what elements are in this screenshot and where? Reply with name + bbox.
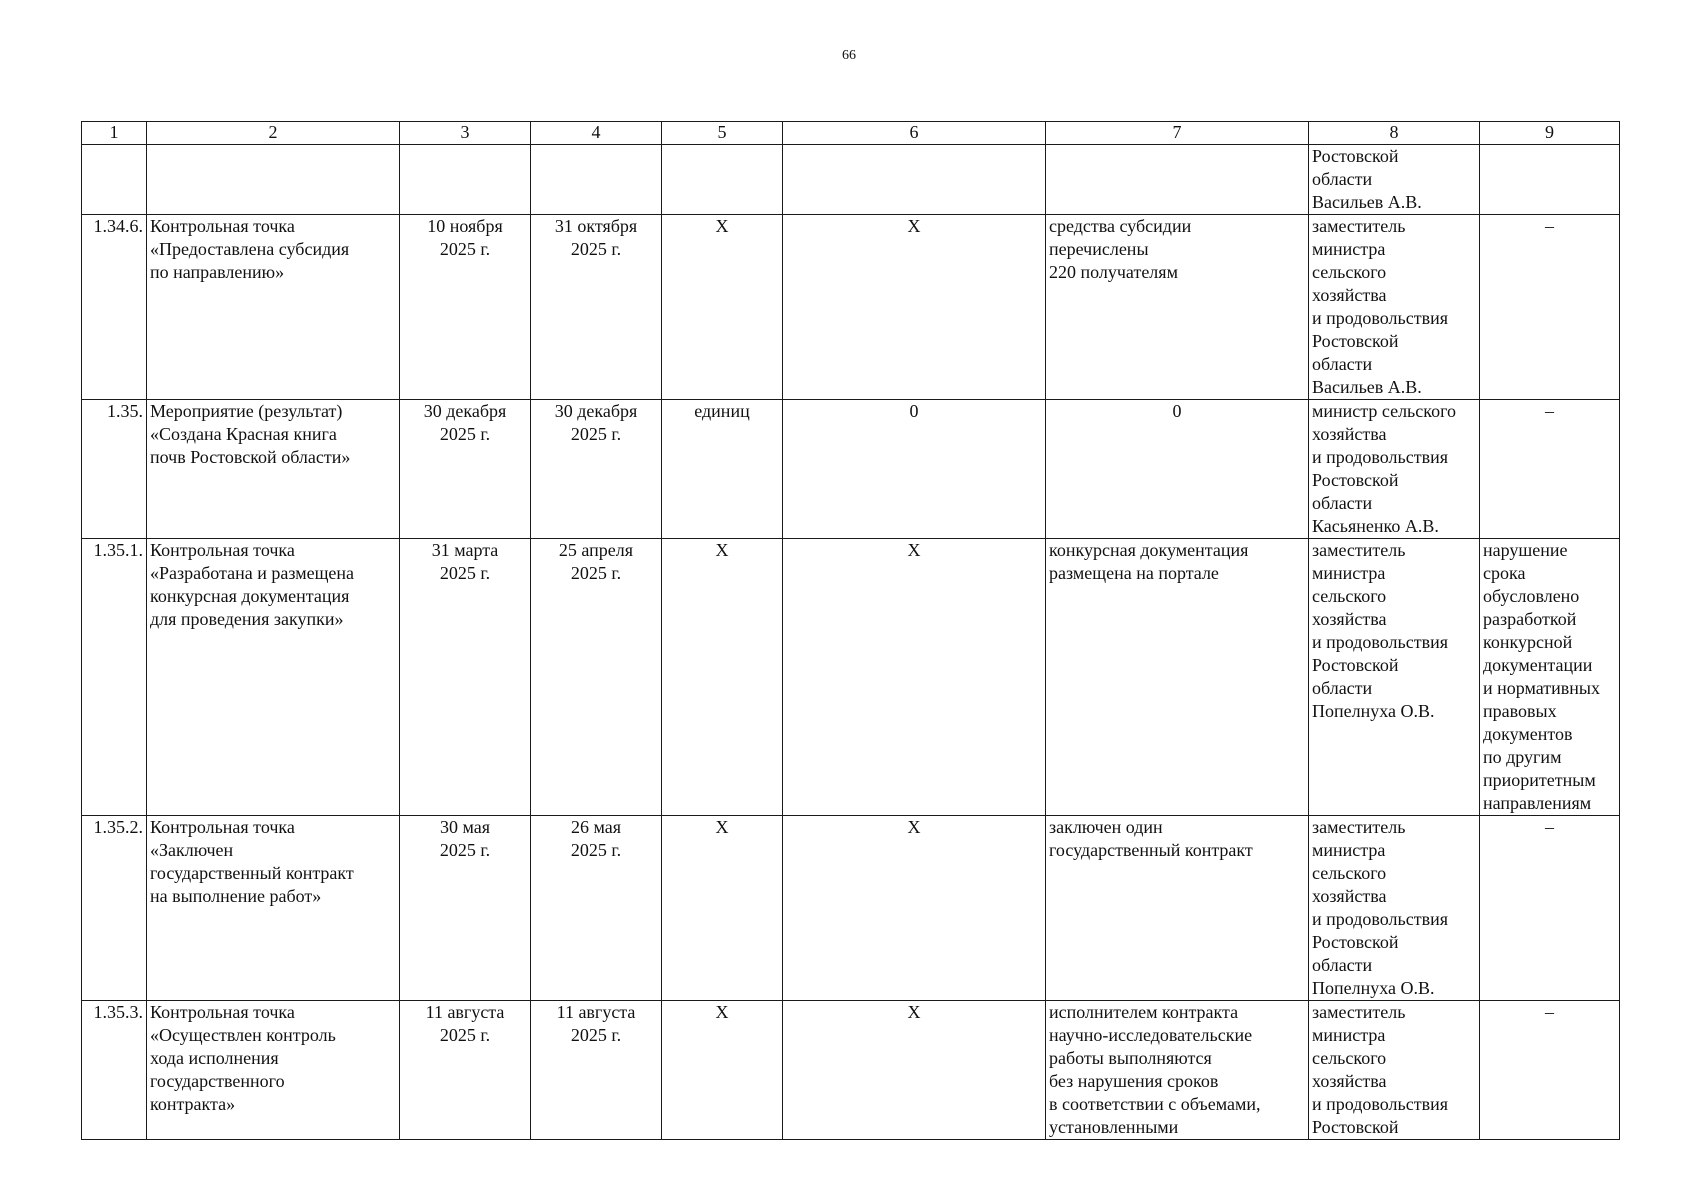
header-cell: 6 [783,122,1046,145]
row-fact-value: средства субсидии перечислены 220 получателям [1046,215,1309,400]
report-table [81,121,1620,1140]
header-cell: 1 [82,122,147,145]
header-cell: 5 [662,122,783,145]
row-number: 1.35.1. [82,539,147,816]
row-fact-value: исполнителем контракта научно-исследовательские работы выполняются без нарушения сроков в соответствии с объемами, установленными [1046,1001,1309,1140]
row-unit [662,145,783,215]
table-row [82,1001,1620,1140]
row-note: – [1480,400,1620,539]
row-responsible: министр сельского хозяйства и продовольствия Ростовской области Касьяненко А.В. [1309,400,1480,539]
row-plan-date: 30 мая 2025 г. [400,816,531,1001]
header-cell: 7 [1046,122,1309,145]
row-unit: X [662,816,783,1001]
row-fact-value: заключен один государственный контракт [1046,816,1309,1001]
table-row [82,539,1620,816]
row-plan-date: 30 декабря 2025 г. [400,400,531,539]
row-fact-date: 31 октября 2025 г. [531,215,662,400]
row-unit: X [662,1001,783,1140]
row-plan-date [400,145,531,215]
row-plan-value: X [783,215,1046,400]
row-note: нарушение срока обусловлено разработкой конкурсной документации и нормативных правовых документов по другим приоритетным направлениям [1480,539,1620,816]
row-fact-value [1046,145,1309,215]
header-cell: 4 [531,122,662,145]
row-plan-value: X [783,539,1046,816]
row-fact-value: 0 [1046,400,1309,539]
row-number: 1.34.6. [82,215,147,400]
row-plan-date: 10 ноября 2025 г. [400,215,531,400]
row-fact-date [531,145,662,215]
row-plan-value [783,145,1046,215]
row-number: 1.35.2. [82,816,147,1001]
row-note: – [1480,1001,1620,1140]
row-responsible: заместитель министра сельского хозяйства и продовольствия Ростовской области Васильев А.В. [1309,215,1480,400]
row-responsible: заместитель министра сельского хозяйства и продовольствия Ростовской области Попелнуха О.В. [1309,539,1480,816]
row-note [1480,145,1620,215]
table-row [82,145,1620,215]
row-fact-date: 26 мая 2025 г. [531,816,662,1001]
table-row [82,215,1620,400]
header-cell: 8 [1309,122,1480,145]
row-plan-value: X [783,1001,1046,1140]
row-responsible: Ростовской области Васильев А.В. [1309,145,1480,215]
row-responsible: заместитель министра сельского хозяйства и продовольствия Ростовской [1309,1001,1480,1140]
table-row [82,400,1620,539]
row-name [147,145,400,215]
row-responsible: заместитель министра сельского хозяйства и продовольствия Ростовской области Попелнуха О.В. [1309,816,1480,1001]
row-fact-value: конкурсная документация размещена на портале [1046,539,1309,816]
row-plan-value: X [783,816,1046,1001]
row-unit: X [662,539,783,816]
row-name: Контрольная точка «Осуществлен контроль хода исполнения государственного контракта» [147,1001,400,1140]
row-fact-date: 25 апреля 2025 г. [531,539,662,816]
row-name: Контрольная точка «Предоставлена субсидия по направлению» [147,215,400,400]
header-cell: 9 [1480,122,1620,145]
table-row [82,816,1620,1001]
row-unit: единиц [662,400,783,539]
row-plan-date: 31 марта 2025 г. [400,539,531,816]
row-name: Мероприятие (результат) «Создана Красная книга почв Ростовской области» [147,400,400,539]
row-number [82,145,147,215]
row-fact-date: 11 августа 2025 г. [531,1001,662,1140]
row-note: – [1480,215,1620,400]
row-unit: X [662,215,783,400]
header-row [82,122,1620,145]
row-fact-date: 30 декабря 2025 г. [531,400,662,539]
page-number: 66 [842,48,856,63]
row-number: 1.35. [82,400,147,539]
row-note: – [1480,816,1620,1001]
row-name: Контрольная точка «Разработана и размещена конкурсная документация для проведения закупки» [147,539,400,816]
header-cell: 2 [147,122,400,145]
row-number: 1.35.3. [82,1001,147,1140]
row-name: Контрольная точка «Заключен государственный контракт на выполнение работ» [147,816,400,1001]
row-plan-value: 0 [783,400,1046,539]
row-plan-date: 11 августа 2025 г. [400,1001,531,1140]
header-cell: 3 [400,122,531,145]
